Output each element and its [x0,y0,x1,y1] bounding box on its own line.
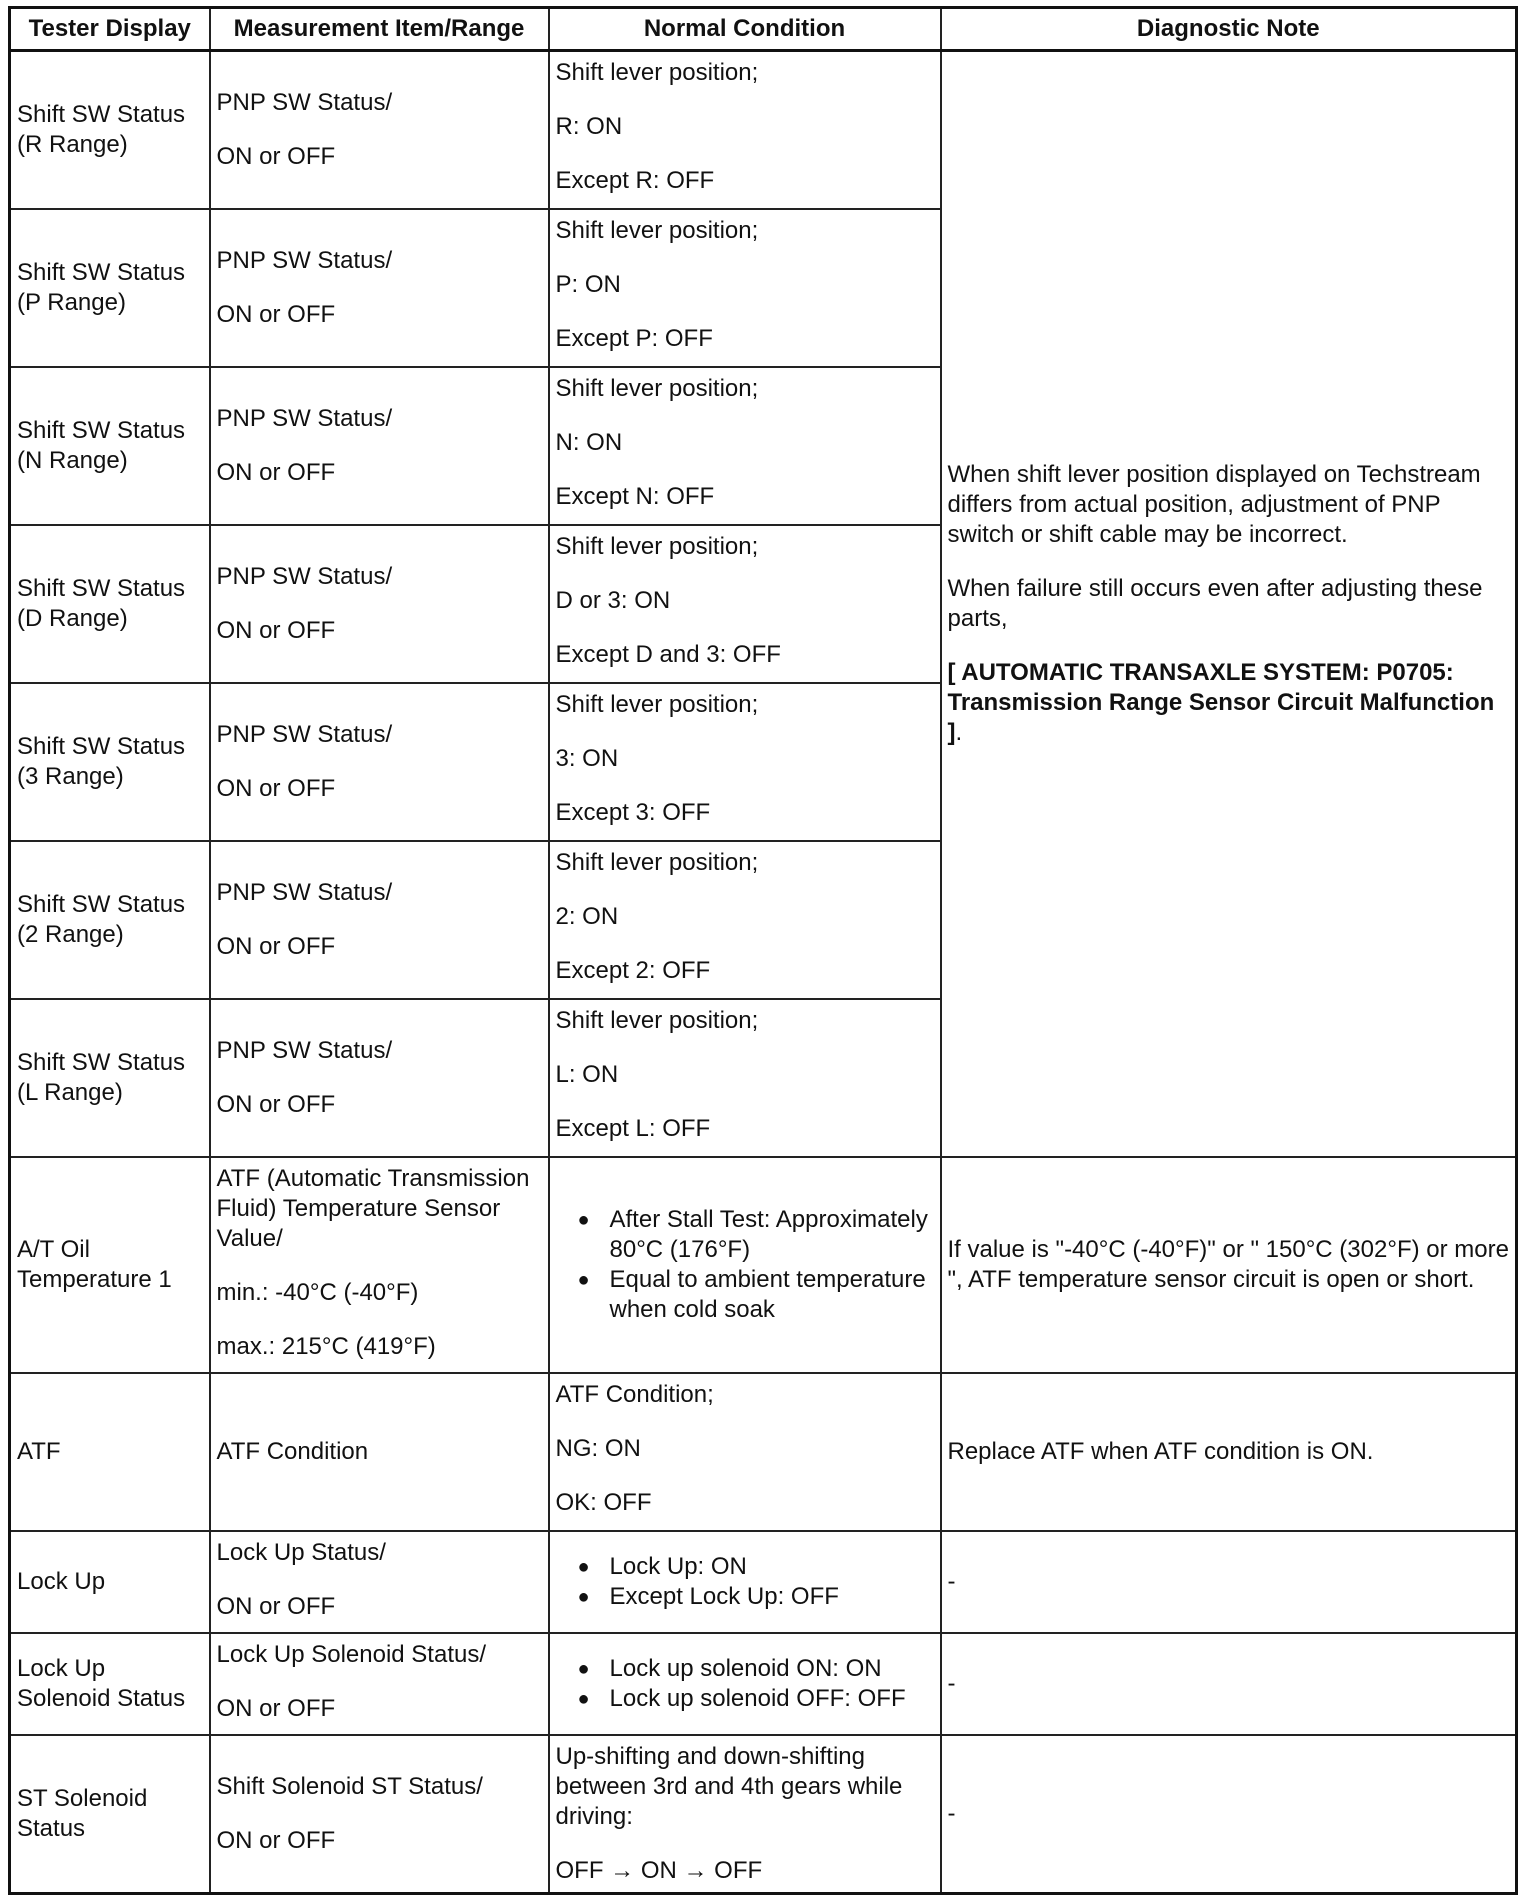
dtc-reference-link[interactable]: [ AUTOMATIC TRANSAXLE SYSTEM: P0705: Transmission Range Sensor Circuit Malfunction ] [947,659,1495,746]
normal-condition-cell: ATF Condition; NG: ON OK: OFF [549,1373,941,1531]
measurement-cell: PNP SW Status/ ON or OFF [210,683,549,841]
measurement-cell: PNP SW Status/ ON or OFF [210,841,549,999]
tester-display-cell: Shift SW Status (P Range) [10,209,210,367]
tester-display-cell: ATF [10,1373,210,1531]
shift-diagnostic-note-cell [941,51,1517,1158]
normal-condition-cell: Up-shifting and down-shifting between 3rd and 4th gears while driving: OFF → ON → OFF [549,1735,941,1894]
tester-display-cell: Shift SW Status (3 Range) [10,683,210,841]
tester-display-cell: Lock Up [10,1531,210,1633]
diagnostic-note-cell: Replace ATF when ATF condition is ON. [941,1373,1517,1531]
table-row [10,51,1517,210]
tester-display-cell: A/T Oil Temperature 1 [10,1157,210,1373]
tester-display-cell: Shift SW Status (N Range) [10,367,210,525]
note-paragraph: When failure still occurs even after adjusting these parts, [947,575,1483,632]
normal-condition-cell [549,1633,941,1735]
list-item: ● After Stall Test: Approximately 80°C (176°F) [578,1205,934,1265]
list-item: ● Lock up solenoid ON: ON [578,1654,934,1684]
normal-condition-cell: Shift lever position; 2: ON Except 2: OFF [549,841,941,999]
tester-display-cell: Shift SW Status (2 Range) [10,841,210,999]
measurement-cell: ATF Condition [210,1373,549,1531]
diagnostic-note-cell: If value is "-40°C (-40°F)" or " 150°C (302°F) or more ", ATF temperature sensor circuit is open or short. [941,1157,1517,1373]
measurement-cell: PNP SW Status/ ON or OFF [210,367,549,525]
list-item: ● Lock up solenoid OFF: OFF [578,1684,934,1714]
tester-display-cell: Shift SW Status (D Range) [10,525,210,683]
diagnostic-note-cell: - [941,1633,1517,1735]
table-row [10,1531,1517,1633]
list-item: ● Lock Up: ON [578,1552,934,1582]
condition-list [556,1205,934,1325]
normal-condition-cell: Shift lever position; L: ON Except L: OFF [549,999,941,1157]
table-row [10,1373,1517,1531]
measurement-cell: Lock Up Status/ ON or OFF [210,1531,549,1633]
diagnostic-note-cell: - [941,1735,1517,1894]
note-reference: [ AUTOMATIC TRANSAXLE SYSTEM: P0705: Transmission Range Sensor Circuit Malfunction ]. [947,659,1495,746]
list-item: ● Equal to ambient temperature when cold soak [578,1265,934,1325]
normal-condition-cell: Shift lever position; P: ON Except P: OFF [549,209,941,367]
header-normal-condition: Normal Condition [549,8,941,51]
tester-display-cell: ST Solenoid Status [10,1735,210,1894]
table-row [10,1157,1517,1373]
normal-condition-cell: Shift lever position; D or 3: ON Except D and 3: OFF [549,525,941,683]
measurement-cell: PNP SW Status/ ON or OFF [210,209,549,367]
table-row [10,1633,1517,1735]
normal-condition-cell: Shift lever position; 3: ON Except 3: OFF [549,683,941,841]
data-list-table-wrapper [8,6,1515,1895]
measurement-cell: ATF (Automatic Transmission Fluid) Temperature Sensor Value/ min.: -40°C (-40°F) max.: 215°C (419°F) [210,1157,549,1373]
measurement-cell: PNP SW Status/ ON or OFF [210,525,549,683]
tester-display-cell: Shift SW Status (R Range) [10,51,210,210]
measurement-cell: PNP SW Status/ ON or OFF [210,999,549,1157]
header-diagnostic-note: Diagnostic Note [941,8,1517,51]
header-measurement-item: Measurement Item/Range [210,8,549,51]
measurement-cell: Lock Up Solenoid Status/ ON or OFF [210,1633,549,1735]
tester-display-cell: Lock Up Solenoid Status [10,1633,210,1735]
diagnostic-note-cell: - [941,1531,1517,1633]
normal-condition-cell [549,1157,941,1373]
header-row [10,8,1517,51]
measurement-cell: PNP SW Status/ ON or OFF [210,51,549,210]
header-tester-display: Tester Display [10,8,210,51]
condition-list [556,1552,934,1612]
normal-condition-cell [549,1531,941,1633]
data-list-table [8,6,1518,1895]
normal-condition-cell: Shift lever position; R: ON Except R: OFF [549,51,941,210]
condition-list [556,1654,934,1714]
table-row [10,1735,1517,1894]
list-item: ● Except Lock Up: OFF [578,1582,934,1612]
note-paragraph: When shift lever position displayed on Techstream differs from actual position, adjustment of PNP switch or shift cable may be incorrect. [947,461,1481,548]
measurement-cell: Shift Solenoid ST Status/ ON or OFF [210,1735,549,1894]
tester-display-cell: Shift SW Status (L Range) [10,999,210,1157]
normal-condition-cell: Shift lever position; N: ON Except N: OFF [549,367,941,525]
